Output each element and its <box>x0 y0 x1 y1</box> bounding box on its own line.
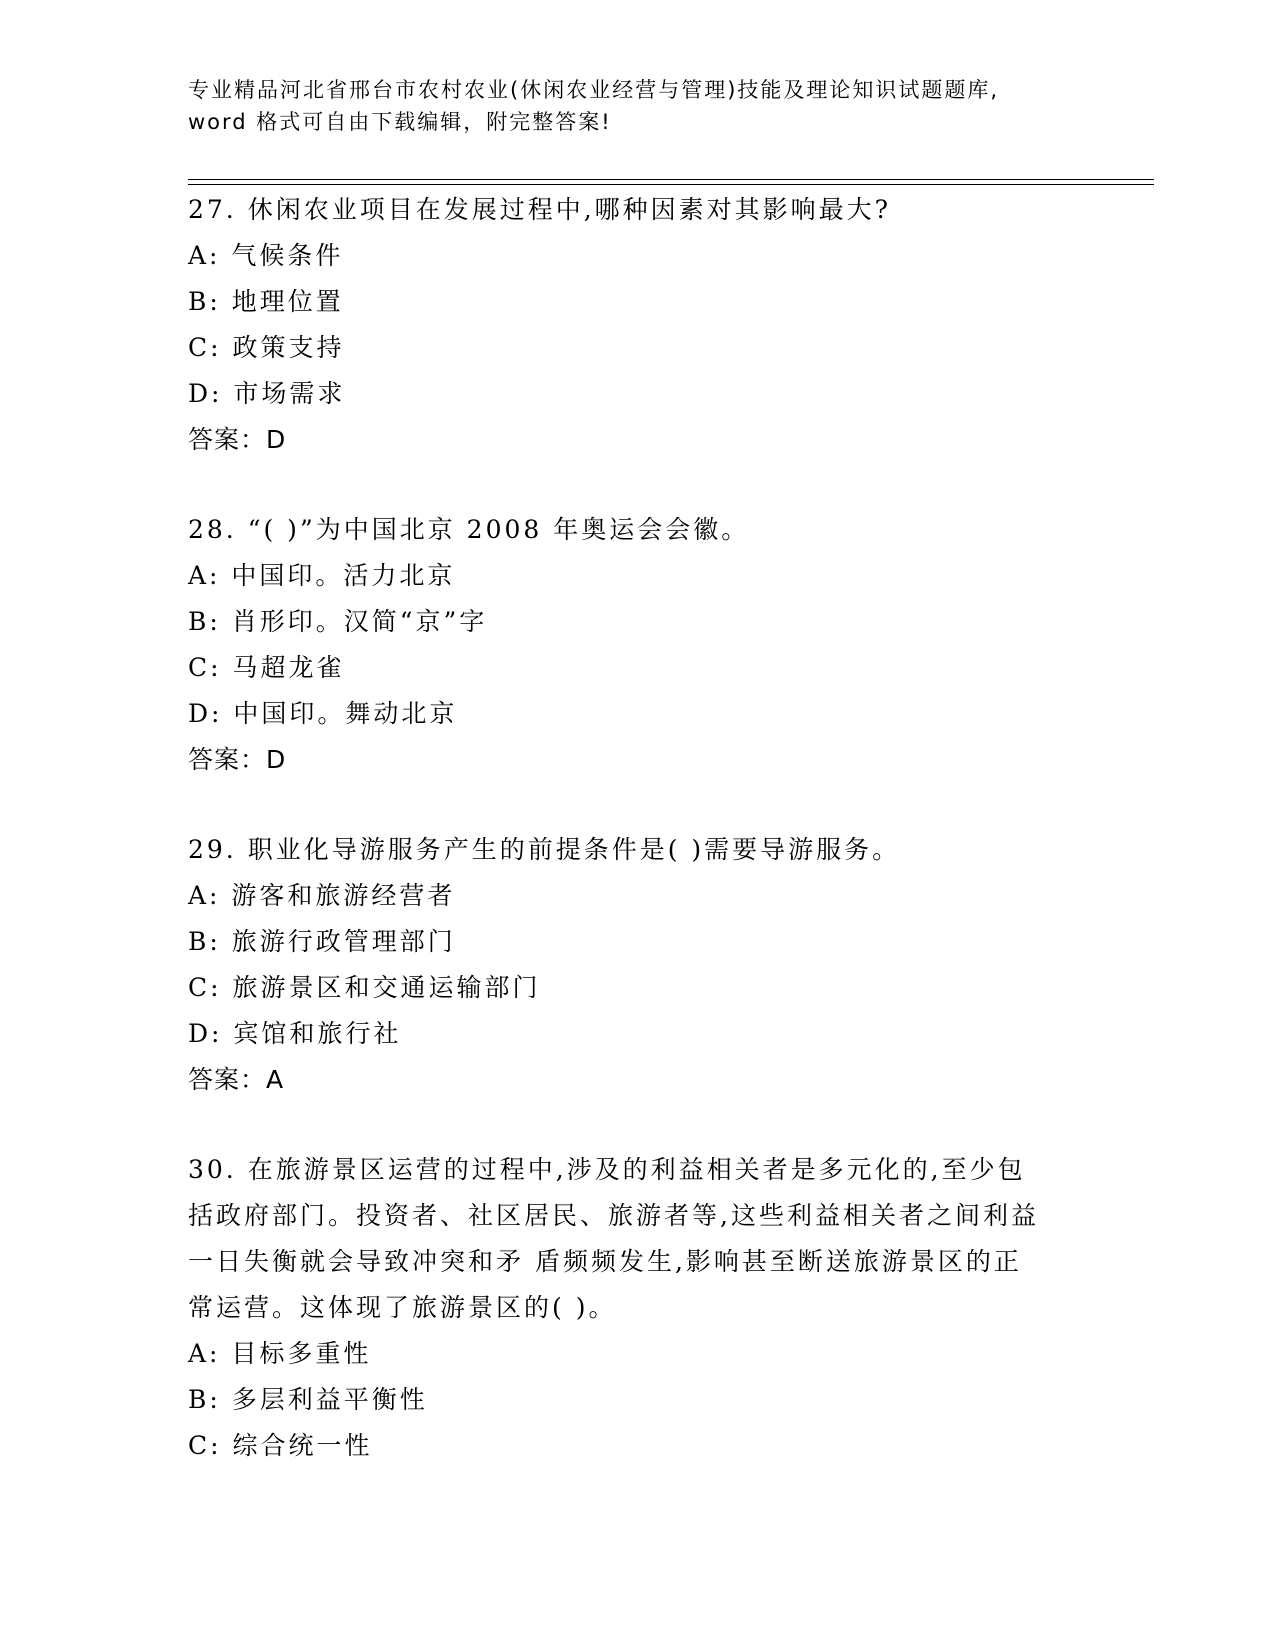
answer-text: 答案：D <box>188 425 287 454</box>
header-line-2: word 格式可自由下载编辑，附完整答案! <box>188 110 612 134</box>
question-stem: 29. 职业化导游服务产生的前提条件是( )需要导游服务。 <box>188 835 901 864</box>
question-option: C: 旅游景区和交通运输部门 <box>188 973 541 1002</box>
question-option: A: 中国印。活力北京 <box>188 561 456 590</box>
question-spacer <box>188 1103 1088 1147</box>
question-spacer <box>188 463 1088 507</box>
question-block <box>188 1147 1088 1469</box>
document-header <box>188 74 1068 138</box>
question-stem: 30. 在旅游景区运营的过程中,涉及的利益相关者是多元化的,至少包 <box>188 1155 1026 1184</box>
question-option: A: 气候条件 <box>188 241 344 270</box>
question-option: B: 地理位置 <box>188 287 344 316</box>
question-stem: 括政府部门。投资者、社区居民、旅游者等,这些利益相关者之间利益 <box>188 1201 1039 1230</box>
question-option: B: 多层利益平衡性 <box>188 1385 428 1414</box>
question-option: D: 中国印。舞动北京 <box>188 699 458 728</box>
question-option: C: 马超龙雀 <box>188 653 345 682</box>
question-spacer <box>188 783 1088 827</box>
question-option: D: 宾馆和旅行社 <box>188 1019 402 1048</box>
question-stem: 常运营。这体现了旅游景区的( )。 <box>188 1293 617 1322</box>
question-option: A: 目标多重性 <box>188 1339 372 1368</box>
question-option: A: 游客和旅游经营者 <box>188 881 456 910</box>
question-option: B: 肖形印。汉简“京”字 <box>188 607 488 636</box>
header-line-1: 专业精品河北省邢台市农村农业(休闲农业经营与管理)技能及理论知识试题题库, <box>188 78 1000 102</box>
question-block <box>188 187 1088 507</box>
question-block <box>188 507 1088 827</box>
header-divider-bottom <box>188 184 1154 185</box>
question-option: C: 政策支持 <box>188 333 345 362</box>
question-option: D: 市场需求 <box>188 379 346 408</box>
answer-text: 答案：A <box>188 1065 285 1094</box>
question-stem: 27. 休闲农业项目在发展过程中,哪种因素对其影响最大? <box>188 195 892 224</box>
question-option: B: 旅游行政管理部门 <box>188 927 456 956</box>
question-stem: 一日失衡就会导致冲突和矛 盾频频发生,影响甚至断送旅游景区的正 <box>188 1247 1022 1276</box>
question-option: C: 综合统一性 <box>188 1431 373 1460</box>
question-stem: 28. “( )”为中国北京 2008 年奥运会会徽。 <box>188 515 750 544</box>
header-divider-top <box>188 179 1154 180</box>
question-block <box>188 827 1088 1147</box>
answer-text: 答案：D <box>188 745 287 774</box>
question-list <box>188 187 1088 1469</box>
